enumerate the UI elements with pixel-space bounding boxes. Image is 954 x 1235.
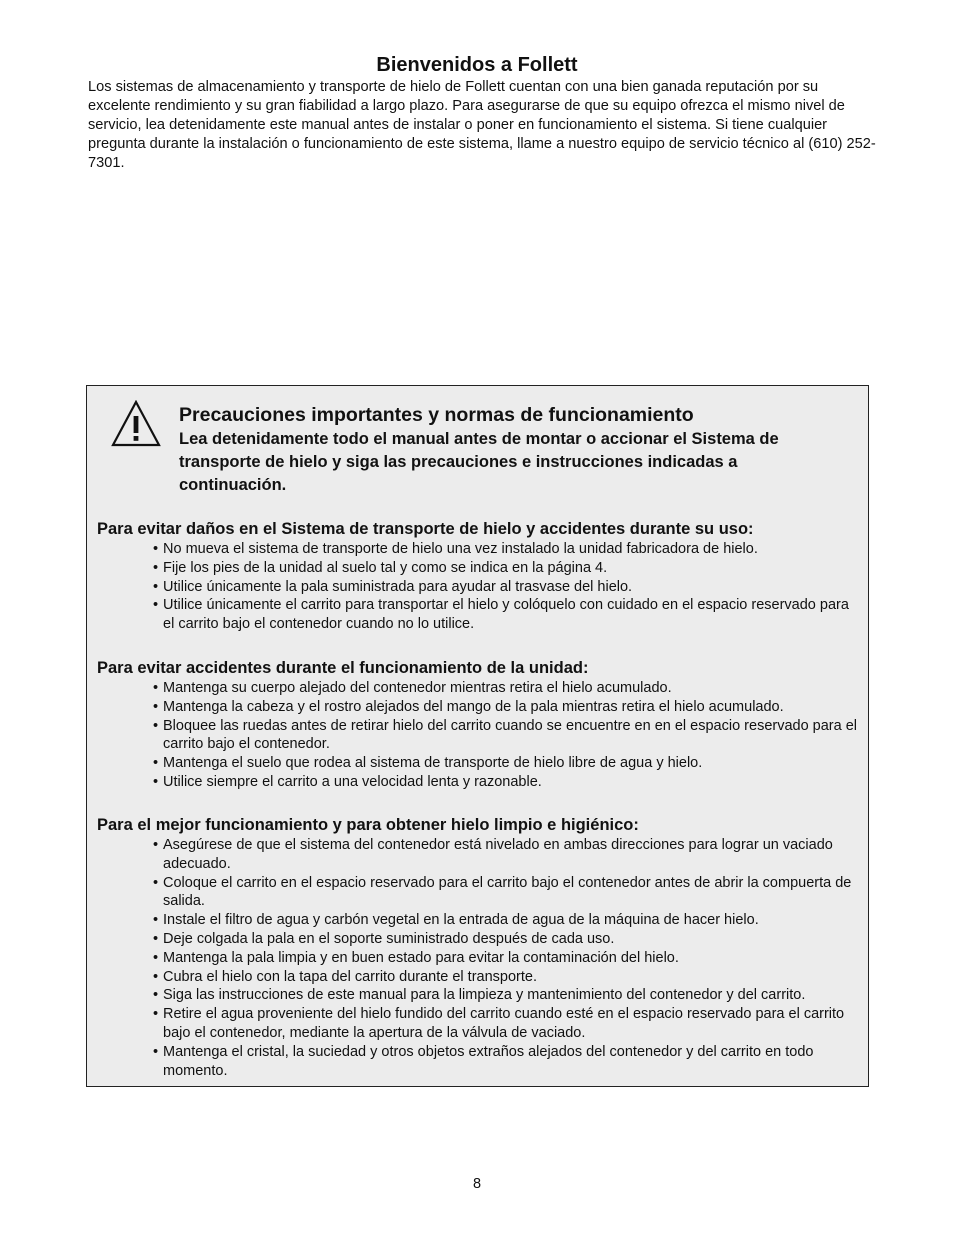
list-item [153, 717, 862, 755]
list-item [153, 986, 862, 1005]
list-item [153, 949, 862, 968]
list-item [153, 578, 862, 597]
list-item [153, 754, 862, 773]
list-item-text: Mantenga el cristal, la suciedad y otros objetos extraños alejados del contenedor y del carrito en todo momento. [163, 1043, 814, 1079]
bullet-icon: • [153, 968, 159, 985]
section-heading: Para evitar accidentes durante el funcionamiento de la unidad: [97, 659, 589, 677]
list-item [153, 836, 862, 874]
list-item [153, 1043, 862, 1081]
list-item [153, 596, 862, 634]
list-item-text: Instale el filtro de agua y carbón vegetal en la entrada de agua de la máquina de hacer hielo. [163, 912, 759, 929]
list-item-text: Cubra el hielo con la tapa del carrito durante el transporte. [163, 968, 537, 985]
bullet-icon: • [153, 717, 159, 734]
list-item [153, 911, 862, 930]
bullet-icon: • [153, 837, 159, 853]
section-heading: Para evitar daños en el Sistema de transporte de hielo y accidentes durante su uso: [97, 520, 754, 538]
bullet-icon: • [153, 541, 159, 557]
list-item-text: Mantenga el suelo que rodea al sistema de transporte de hielo libre de agua y hielo. [163, 755, 703, 772]
bullet-icon: • [153, 930, 159, 947]
bullet-icon: • [153, 578, 159, 595]
list-item-text: Utilice siempre el carrito a una velocidad lenta y razonable. [163, 773, 542, 790]
bullet-list [97, 679, 862, 792]
list-item-text: Asegúrese de que el sistema del contenedor está nivelado en ambas direcciones para lograr un vaciado adecuado. [163, 837, 833, 872]
page-title: Bienvenidos a Follett [376, 54, 578, 76]
bullet-list [97, 836, 862, 1080]
bullet-icon: • [153, 773, 159, 790]
bullet-icon: • [153, 680, 159, 696]
bullet-icon: • [153, 1043, 159, 1060]
list-item-text: Deje colgada la pala en el soporte suministrado después de cada uso. [163, 930, 615, 947]
list-item [153, 1005, 862, 1043]
precautions-intro: Lea detenidamente todo el manual antes de montar o accionar el Sistema de transporte de hielo y siga las precauciones e instrucciones indicadas a continuación. [179, 430, 779, 494]
list-item-text: Utilice únicamente el carrito para transportar el hielo y colóquelo con cuidado en el espacio reservado para el carrito bajo el contenedor cuando no lo utilice. [163, 597, 849, 633]
list-item [153, 679, 862, 698]
list-item [153, 773, 862, 792]
list-item-text: Fije los pies de la unidad al suelo tal y como se indica en la página 4. [163, 559, 608, 576]
bullet-icon: • [153, 987, 159, 1004]
warning-triangle-icon [111, 400, 161, 448]
list-item-text: Mantenga su cuerpo alejado del contenedor mientras retira el hielo acumulado. [163, 680, 672, 696]
bullet-icon: • [153, 755, 159, 772]
bullet-icon: • [153, 559, 159, 576]
bullet-icon: • [153, 912, 159, 929]
safety-precautions-box [86, 385, 869, 1087]
precautions-title: Precauciones importantes y normas de funcionamiento [179, 404, 694, 426]
list-item-text: Mantenga la pala limpia y en buen estado para evitar la contaminación del hielo. [163, 949, 679, 966]
bullet-list [97, 540, 862, 634]
list-item-text: Coloque el carrito en el espacio reservado para el carrito bajo el contenedor antes de abrir la compuerta de salida. [163, 874, 852, 910]
list-item [153, 968, 862, 987]
bullet-icon: • [153, 597, 159, 614]
welcome-paragraph: Los sistemas de almacenamiento y transporte de hielo de Follett cuentan con una bien ganada reputación por su excelente rendimiento y su gran fiabilidad a largo plazo. Para asegurarse de que su equipo ofrezca el mismo nivel de servicio, lea detenidamente este manual antes de instalar o poner en funcionamiento el sistema. Si tiene cualquier pregunta durante la instalación o funcionamiento de este sistema, llame a nuestro equipo de servicio técnico al (610) 252-7301. [88, 79, 876, 171]
list-item-text: Bloquee las ruedas antes de retirar hielo del carrito cuando se encuentre en en el espacio reservado para el carrito bajo el contenedor. [163, 717, 858, 753]
bullet-icon: • [153, 874, 159, 891]
list-item [153, 698, 862, 717]
page-number: 8 [472, 1176, 482, 1192]
list-item-text: No mueva el sistema de transporte de hielo una vez instalado la unidad fabricadora de hielo. [163, 541, 758, 557]
bullet-icon: • [153, 698, 159, 715]
list-item [153, 874, 862, 912]
section-heading: Para el mejor funcionamiento y para obtener hielo limpio e higiénico: [97, 816, 639, 834]
bullet-icon: • [153, 1006, 159, 1023]
bullet-icon: • [153, 949, 159, 966]
list-item [153, 540, 862, 559]
list-item-text: Siga las instrucciones de este manual para la limpieza y mantenimiento del contenedor y del carrito. [163, 987, 806, 1004]
section-damage-prevention [97, 519, 862, 634]
list-item [153, 930, 862, 949]
section-accident-prevention [97, 658, 862, 792]
section-best-operation [97, 815, 862, 1080]
list-item [153, 559, 862, 578]
list-item-text: Retire el agua proveniente del hielo fundido del carrito cuando esté en el espacio reservado para el carrito bajo el contenedor, mediante la apertura de la válvula de vaciado. [163, 1006, 845, 1041]
list-item-text: Utilice únicamente la pala suministrada para ayudar al trasvase del hielo. [163, 578, 633, 595]
list-item-text: Mantenga la cabeza y el rostro alejados del mango de la pala mientras retira el hielo acumulado. [163, 698, 784, 715]
